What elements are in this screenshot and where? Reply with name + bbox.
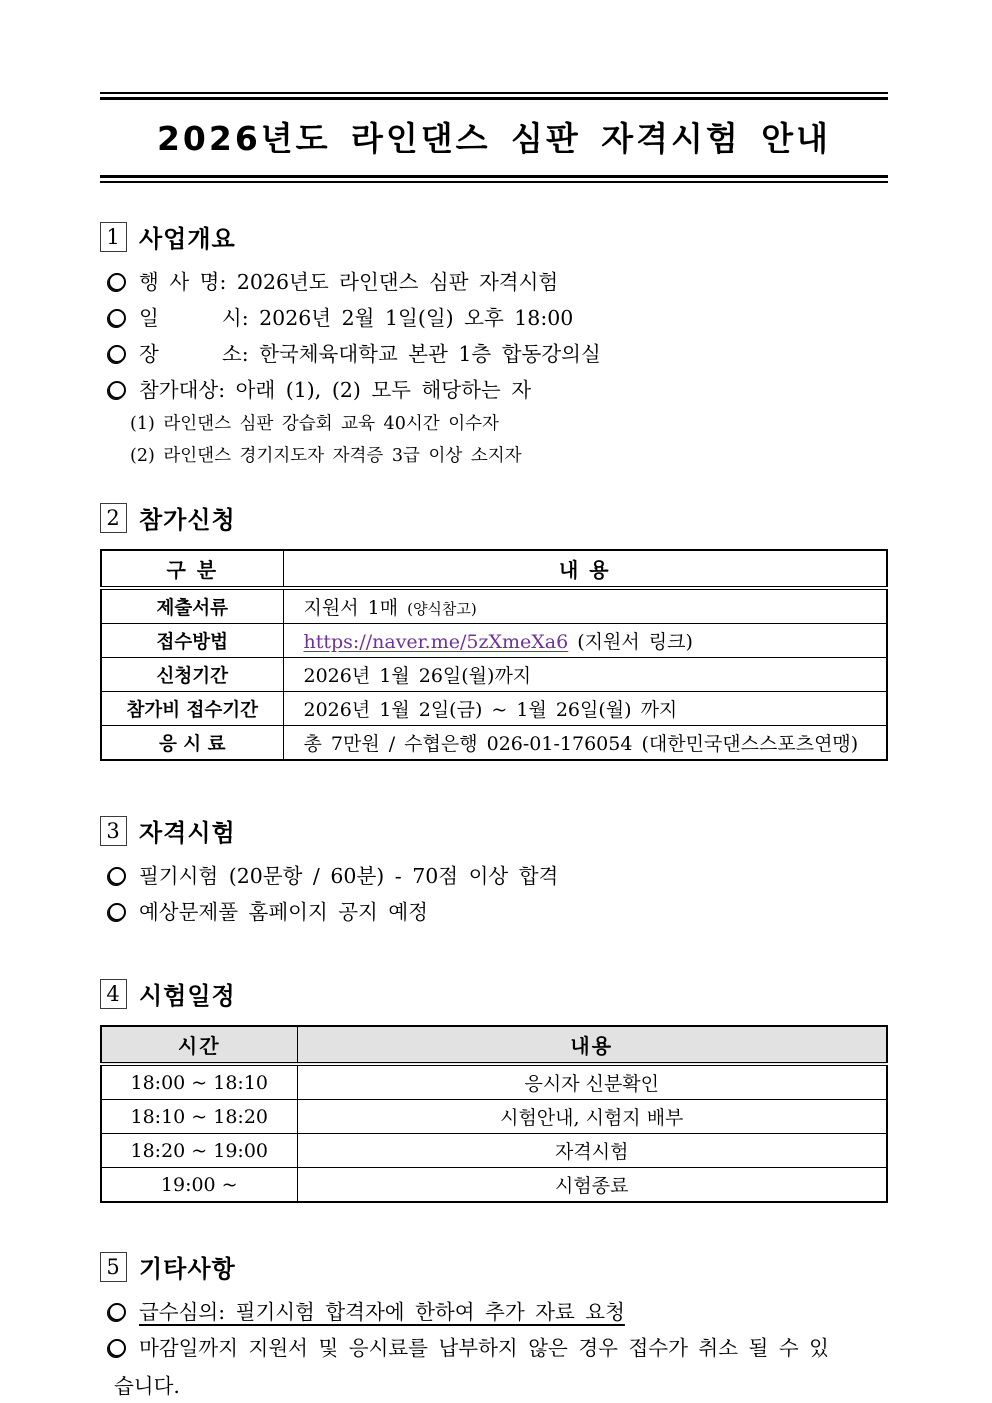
circle-bullet-icon bbox=[108, 381, 126, 399]
column-header-category: 구 분 bbox=[101, 550, 283, 588]
section-number-box: 5 bbox=[100, 1252, 127, 1282]
list-item-continuation: 습니다. bbox=[114, 1374, 180, 1398]
list-item-text: 참가대상: 아래 (1), (2) 모두 해당하는 자 bbox=[139, 378, 532, 402]
row-time: 18:20 ~ 19:00 bbox=[101, 1134, 297, 1168]
section-number-box: 4 bbox=[100, 979, 127, 1009]
circle-bullet-icon bbox=[108, 867, 126, 885]
column-header-detail: 내 용 bbox=[283, 550, 887, 588]
table-row bbox=[101, 1064, 887, 1100]
row-content: 시험안내, 시험지 배부 bbox=[297, 1100, 887, 1134]
section-schedule-heading bbox=[100, 976, 888, 1011]
section-number-box: 2 bbox=[100, 503, 127, 533]
row-content-text: (지원서 링크) bbox=[568, 631, 693, 653]
column-header-detail: 내용 bbox=[297, 1026, 887, 1064]
section-etc-heading bbox=[100, 1249, 888, 1284]
schedule-table bbox=[100, 1025, 888, 1203]
list-item bbox=[108, 1330, 888, 1366]
row-label: 응 시 료 bbox=[101, 726, 283, 761]
table-row bbox=[101, 1100, 887, 1134]
row-label: 참가비 접수기간 bbox=[101, 692, 283, 726]
circle-bullet-icon bbox=[108, 1339, 126, 1357]
section-heading-label: 참가신청 bbox=[139, 506, 236, 534]
section-heading-label: 기타사항 bbox=[139, 1255, 236, 1283]
section-apply-heading bbox=[100, 500, 888, 535]
row-content-note: (양식참고) bbox=[407, 600, 477, 618]
page-title: 2026년도 라인댄스 심판 자격시험 안내 bbox=[156, 119, 832, 158]
list-item bbox=[108, 372, 888, 408]
column-header-time: 시간 bbox=[101, 1026, 297, 1064]
row-content bbox=[283, 588, 887, 624]
circle-bullet-icon bbox=[108, 903, 126, 921]
list-item-text: 일 시: 2026년 2월 1일(일) 오후 18:00 bbox=[139, 306, 574, 330]
row-label: 제출서류 bbox=[101, 588, 283, 624]
list-item-text: 급수심의: 필기시험 합격자에 한하여 추가 자료 요청 bbox=[139, 1300, 625, 1324]
circle-bullet-icon bbox=[108, 345, 126, 363]
table-header-row bbox=[101, 1026, 887, 1064]
table-row bbox=[101, 624, 887, 658]
section-heading-label: 사업개요 bbox=[139, 225, 236, 253]
section-overview bbox=[100, 219, 888, 472]
section-heading-label: 자격시험 bbox=[139, 819, 236, 847]
row-content: 시험종료 bbox=[297, 1168, 887, 1203]
table-row bbox=[101, 588, 887, 624]
section-etc bbox=[100, 1249, 888, 1403]
list-item bbox=[108, 894, 888, 930]
row-content: 응시자 신분확인 bbox=[297, 1064, 887, 1100]
circle-bullet-icon bbox=[108, 1303, 126, 1321]
table-row bbox=[101, 1134, 887, 1168]
list-item bbox=[108, 300, 888, 336]
apply-table bbox=[100, 549, 888, 761]
circle-bullet-icon bbox=[108, 273, 126, 291]
row-content-text: 지원서 1매 bbox=[303, 597, 399, 619]
row-time: 18:00 ~ 18:10 bbox=[101, 1064, 297, 1100]
section-overview-heading bbox=[100, 219, 888, 254]
list-item bbox=[108, 858, 888, 894]
table-header-row bbox=[101, 550, 887, 588]
table-row bbox=[101, 726, 887, 761]
section-heading-label: 시험일정 bbox=[139, 982, 236, 1010]
circle-bullet-icon bbox=[108, 309, 126, 327]
row-content: 2026년 1월 2일(금) ~ 1월 26일(월) 까지 bbox=[283, 692, 887, 726]
section-exam bbox=[100, 813, 888, 930]
row-content: 총 7만원 / 수협은행 026-01-176054 (대한민국댄스스포츠연맹) bbox=[283, 726, 887, 761]
list-item-text: 필기시험 (20문항 / 60분) - 70점 이상 합격 bbox=[139, 864, 559, 888]
list-item-text: 장 소: 한국체육대학교 본관 1층 합동강의실 bbox=[139, 342, 601, 366]
section-apply bbox=[100, 500, 888, 761]
row-time: 19:00 ~ bbox=[101, 1168, 297, 1203]
list-item-text: 예상문제풀 홈페이지 공지 예정 bbox=[139, 900, 428, 924]
list-item bbox=[108, 1294, 888, 1330]
row-content: 자격시험 bbox=[297, 1134, 887, 1168]
section-schedule bbox=[100, 976, 888, 1203]
table-row bbox=[101, 1168, 887, 1203]
table-row bbox=[101, 658, 887, 692]
list-item-text: 마감일까지 지원서 및 응시료를 납부하지 않은 경우 접수가 취소 될 수 있 bbox=[139, 1336, 829, 1360]
row-time: 18:10 ~ 18:20 bbox=[101, 1100, 297, 1134]
list-item bbox=[108, 264, 888, 300]
section-number-box: 3 bbox=[100, 816, 127, 846]
list-item-text: 행 사 명: 2026년도 라인댄스 심판 자격시험 bbox=[139, 270, 559, 294]
banner-bottom-thin-rule bbox=[100, 181, 888, 183]
row-content: 2026년 1월 26일(월)까지 bbox=[283, 658, 887, 692]
sub-list-item: (1) 라인댄스 심판 강습회 교육 40시간 이수자 bbox=[130, 414, 499, 434]
row-label: 신청기간 bbox=[101, 658, 283, 692]
row-content bbox=[283, 624, 887, 658]
table-row bbox=[101, 692, 887, 726]
section-number-box: 1 bbox=[100, 222, 127, 252]
row-label: 접수방법 bbox=[101, 624, 283, 658]
section-exam-heading bbox=[100, 813, 888, 848]
sub-list-item: (2) 라인댄스 경기지도자 자격증 3급 이상 소지자 bbox=[130, 446, 522, 466]
list-item bbox=[108, 336, 888, 372]
title-banner bbox=[100, 92, 888, 183]
application-link[interactable]: https://naver.me/5zXmeXa6 bbox=[303, 631, 569, 653]
